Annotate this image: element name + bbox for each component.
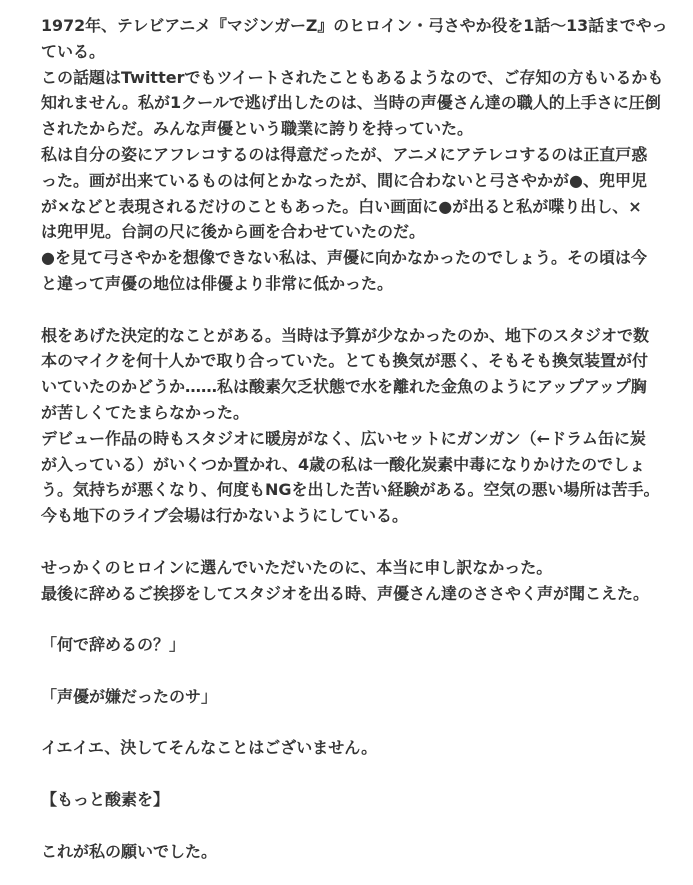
text-line: 「声優が嫌だったのサ」 — [41, 686, 218, 706]
paragraph-denial — [41, 735, 668, 761]
text-line: と違って声優の地位は俳優より非常に低かった。 — [41, 273, 394, 293]
text-line: った。画が出来ているものは何とかなったが、間に合わないと弓さやかが●、兜甲児 — [41, 170, 647, 190]
paragraph-spacer — [41, 761, 668, 787]
paragraph-spacer — [41, 529, 668, 555]
text-line: 本のマイクを何十人かで取り合っていた。とても換気が悪く、そもそも換気装置が付 — [41, 351, 649, 371]
text-line: せっかくのヒロインに選んでいただいたのに、本当に申し訳なかった。 — [41, 557, 553, 577]
text-line: 「何で辞めるの？」 — [41, 635, 186, 655]
text-line: は兜甲児。台詞の尺に後から画を合わせていたのだ。 — [41, 222, 426, 242]
text-line: が入っている）がいくつか置かれ、4歳の私は一酸化炭素中毒になりかけたのでしょ — [41, 454, 646, 474]
paragraph-closing-wish — [41, 839, 668, 865]
text-line: イエイエ、決してそんなことはございません。 — [41, 738, 378, 758]
text-line: 【もっと酸素を】 — [41, 789, 170, 809]
paragraph-spacer — [41, 710, 668, 736]
text-line: 知れません。私が1クールで逃げ出したのは、当時の声優さん達の職人的上手さに圧倒 — [41, 93, 661, 113]
paragraph-spacer — [41, 297, 668, 323]
text-line: 最後に辞めるご挨拶をしてスタジオを出る時、声優さん達のささやく声が聞こえた。 — [41, 583, 650, 603]
paragraph-studio-conditions — [41, 323, 668, 529]
text-line: デビュー作品の時もスタジオに暖房がなく、広いセットにガンガン（←ドラム缶に炭 — [41, 428, 646, 448]
text-line: これが私の願いでした。 — [41, 841, 218, 861]
paragraph-more-oxygen — [41, 787, 668, 813]
text-line: が苦しくてたまらなかった。 — [41, 402, 250, 422]
text-line: いていたのかどうか……私は酸素欠乏状態で水を離れた金魚のようにアップアップ胸 — [41, 377, 647, 397]
quote-why-quit — [41, 632, 668, 658]
paragraph-spacer — [41, 658, 668, 684]
paragraph-spacer — [41, 606, 668, 632]
text-line: 今も地下のライブ会場は行かないようにしている。 — [41, 506, 409, 526]
text-line: この話題はTwitterでもツイートされたこともあるようなので、ご存知の方もいるかも — [41, 67, 664, 87]
paragraph-farewell — [41, 555, 668, 607]
text-line: 私は自分の姿にアフレコするのは得意だったが、アニメにアテレコするのは正直戸惑 — [41, 144, 648, 164]
quote-disliked-voice-acting — [41, 684, 668, 710]
text-line: う。気持ちが悪くなり、何度もNGを出した苦い経験がある。空気の悪い場所は苦手。 — [41, 480, 660, 500]
paragraph-spacer — [41, 813, 668, 839]
text-line: 根をあげた決定的なことがある。当時は予算が少なかったのか、地下のスタジオで数 — [41, 325, 650, 345]
paragraph-mazinger-role — [41, 13, 668, 297]
text-line: ている。 — [41, 41, 106, 61]
text-line: が×などと表現されるだけのこともあった。白い画面に●が出ると私が喋り出し、× — [41, 196, 642, 216]
text-line: 1972年、テレビアニメ『マジンガーZ』のヒロイン・弓さやか役を1話〜13話までやっ — [41, 16, 668, 35]
text-line: ●を見て弓さやかを想像できない私は、声優に向かなかったのでしょう。その頃は今 — [41, 248, 647, 268]
text-line: されたからだ。みんな声優という職業に誇りを持っていた。 — [41, 119, 474, 139]
